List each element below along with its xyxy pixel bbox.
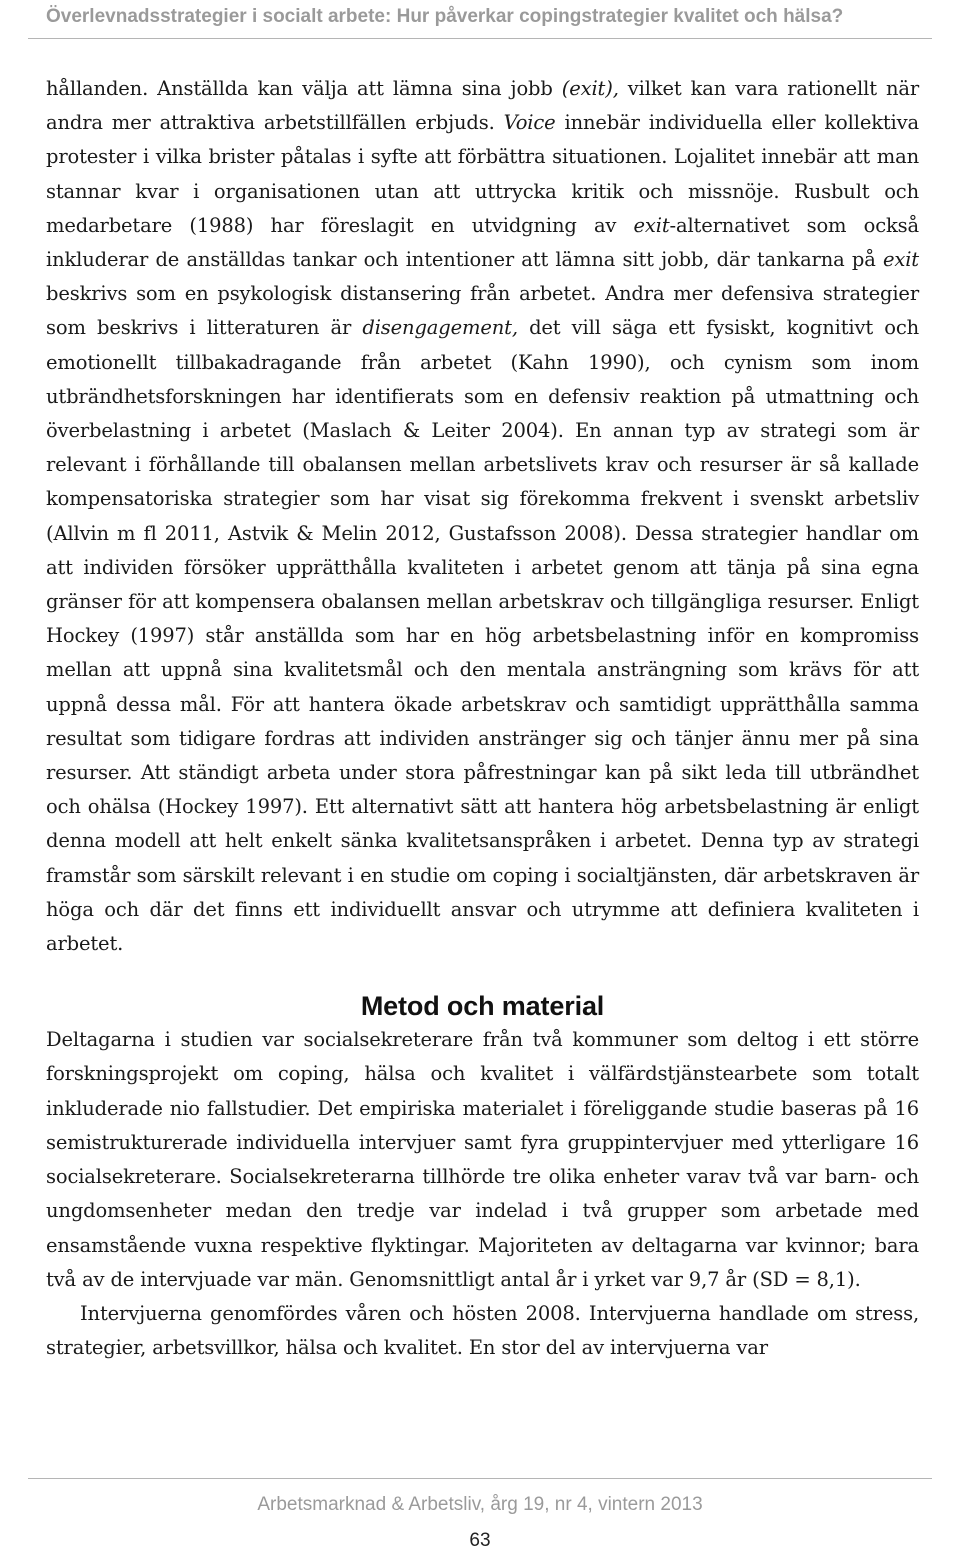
article-body: [46, 72, 919, 1365]
text-segment: vilket kan vara rationellt när andra mer attraktiva arbetstillfällen erbjuds.: [46, 77, 919, 135]
journal-footer: Arbetsmarknad & Arbetsliv, årg 19, nr 4, vintern 2013: [257, 1494, 703, 1515]
text-segment: det vill säga ett fysiskt, kognitivt och emotionellt tillbakadragande från arbetet (Kahn 1990), och cynism som inom utbrändhetsforskningen har identifierats som en defensiv reaktion på utmattning och överbelastning i arbetet (Maslach & Leiter 2004). En annan typ av strategi som är relevant i förhållande till obalansen mellan arbetslivets krav och resurser är så kallade kompensatoriska strategier som har visat sig förekomma frekvent i svenskt arbetsliv (Allvin m fl 2011, Astvik & Melin 2012, Gustafsson 2008). Dessa strategier handlar om att individen försöker upprätthålla kvaliteten i arbetet genom att tänja på sina egna gränser för att kompensera obalansen mellan arbetskrav och tillgängliga resurser. Enligt Hockey (1997) står anställda som har en hög arbetsbelastning inför en kompromiss mellan att uppnå sina kvalitetsmål och den mentala ansträngning som krävs för att uppnå dessa mål. För att hantera ökade arbetskrav och samtidigt upprätthålla samma resultat som tidigare fordras att individen anstränger sig och tänjer ännu mer på sina resurser. Att ständigt arbeta under stora påfrestningar kan på sikt leda till utbrändhet och ohälsa (Hockey 1997). Ett alternativt sätt att hantera hög arbetsbelastning är enligt denna modell att helt enkelt sänka kvalitetsanspråken i arbetet. Denna typ av strategi framstår som särskilt relevant i en studie om coping i socialtjänsten, där arbetskraven är höga och där det finns ett individuellt ansvar och utrymme att definiera kvaliteten i arbetet.: [46, 316, 920, 956]
running-header: Överlevnadsstrategier i socialt arbete: Hur påverkar copingstrategier kvalitet och hälsa?: [46, 6, 844, 27]
italic-term: exit: [633, 213, 670, 237]
header-divider: [28, 38, 932, 39]
page-number: 63: [469, 1530, 491, 1551]
italic-term: exit: [882, 248, 919, 272]
text-segment: innebär individuella eller kollektiva protester i vilka brister påtalas i syfte att förbättra situationen. Lojalitet innebär att man stannar kvar i organisationen utan att uttrycka kritik och missnöje. Rusbult och medarbetare (1988) har föreslagit en utvidgning av: [46, 111, 919, 237]
section-heading: Metod och material: [360, 991, 605, 1022]
body-paragraph: Deltagarna i studien var socialsekreterare från två kommuner som deltog i ett större forskningsprojekt om coping, hälsa och kvalitet i välfärdstjänstearbete som totalt inkluderade nio fallstudier. Det empiriska materialet i föreliggande studie baseras på 16 semistrukturerade individuella intervjuer samt fyra gruppintervjuer med ytterligare 16 socialsekreterare. Socialsekreterarna tillhörde tre olika enheter varav två var barn- och ungdomsenheter medan den tredje var indelad i två grupper som arbetade med ensamstående vuxna respektive flyktingar. Majoriteten av deltagarna var kvinnor; bara två av de intervjuade var män. Genomsnittligt antal år i yrket var 9,7 år (SD = 8,1).: [46, 1028, 919, 1291]
text-segment: beskrivs som en psykologisk distansering från arbetet. Andra mer defensiva strategier som beskrivs i litteraturen är: [46, 282, 919, 340]
text-segment: -alternativet som också inkluderar de anställdas tankar och intentioner att lämna sitt jobb, där tankarna på: [46, 213, 919, 272]
text-segment: hållanden. Anställda kan välja att lämna sina jobb: [46, 77, 562, 100]
body-paragraph: Intervjuerna genomfördes våren och hösten 2008. Intervjuerna handlade om stress, strategier, arbetsvillkor, hälsa och kvalitet. En stor del av intervjuerna var: [46, 1301, 919, 1360]
body-paragraph: [46, 72, 919, 961]
italic-term: disengagement,: [362, 316, 518, 340]
italic-term: Voice: [503, 111, 556, 135]
footer-divider: [28, 1478, 932, 1479]
italic-term: (exit),: [561, 77, 619, 100]
